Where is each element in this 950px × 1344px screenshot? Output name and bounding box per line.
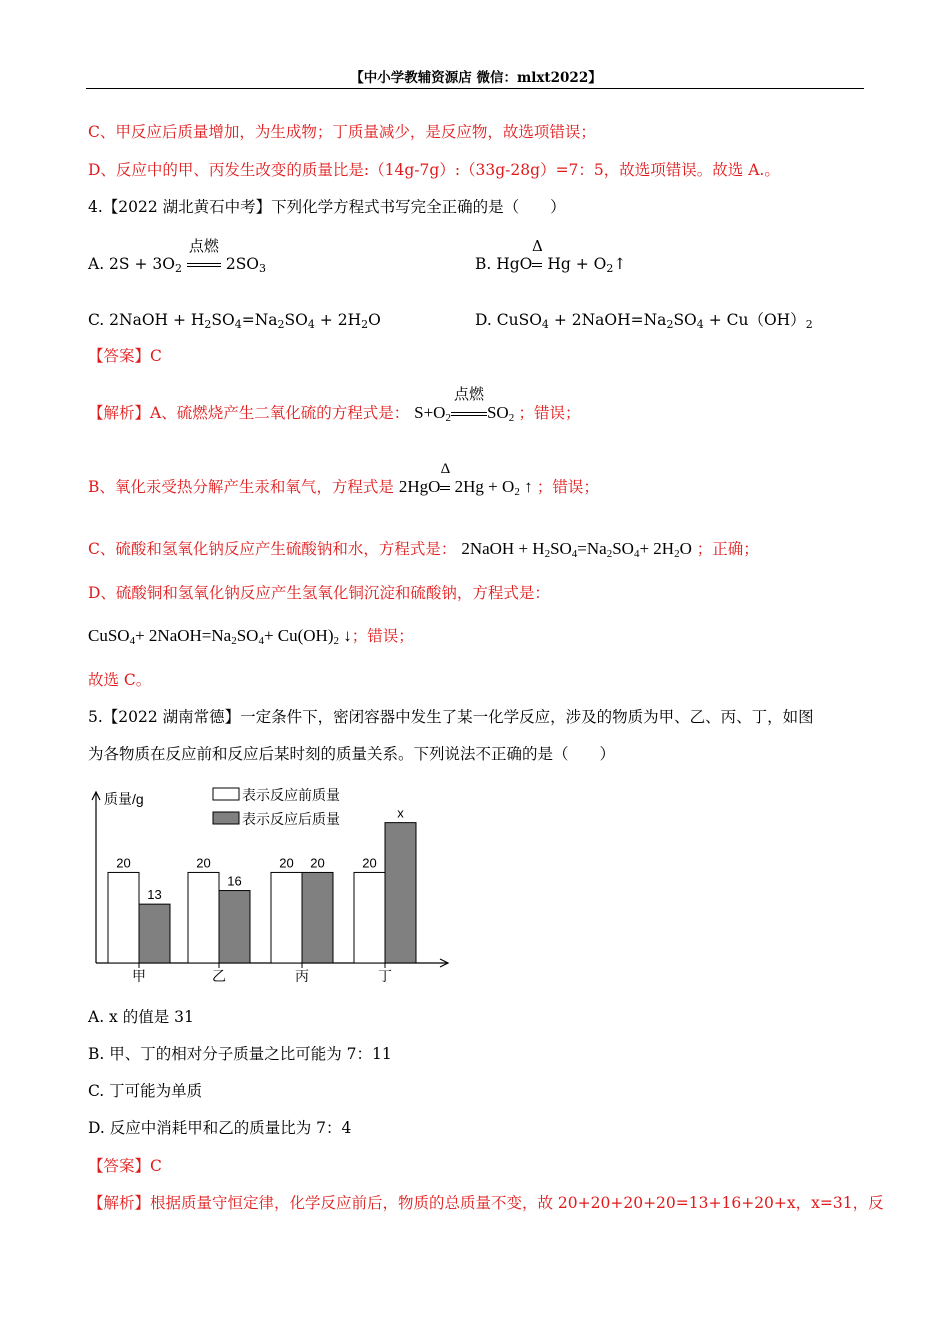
option-5d: D. 反应中消耗甲和乙的质量比为 7：4 xyxy=(88,1119,352,1137)
bar-value-label: 20 xyxy=(362,855,377,871)
explanation-d-eq: CuSO$_4$+ $2NaOH=Na_2SO_4+ Cu(OH)_2$ ↓；错误； xyxy=(88,626,414,647)
option-b: B. HgO Δ $Hg + O_2↑$ xyxy=(475,237,627,275)
bar-value-label: x xyxy=(397,805,404,821)
bar-value-label: 20 xyxy=(196,855,211,871)
mass-bar-chart xyxy=(88,782,458,992)
x-tick-label: 乙 xyxy=(212,968,226,984)
bar xyxy=(108,872,139,963)
condition-heat: Δ xyxy=(531,237,543,255)
option-5a: A. x 的值是 31 xyxy=(88,1008,194,1026)
bar-value-label: 13 xyxy=(147,887,162,903)
bar-value-label: 16 xyxy=(227,873,242,889)
answer-5: 【答案】C xyxy=(88,1157,162,1175)
bar xyxy=(385,823,416,963)
bar xyxy=(302,872,333,963)
legend-swatch xyxy=(213,812,239,824)
explanation-end: 故选 C。 xyxy=(88,671,152,689)
bar-value-label: 20 xyxy=(279,855,294,871)
bar-value-label: 20 xyxy=(116,855,131,871)
x-tick-label: 丁 xyxy=(378,968,392,984)
text-line: D、反应中的甲、丙发生改变的质量比是:（14g-7g）:（33g-28g）=7：5，故选项错误。故选 A.。 xyxy=(88,161,780,179)
question-5-cont: 为各物质在反应前和反应后某时刻的质量关系。下列说法不正确的是（ ） xyxy=(88,745,616,763)
header-divider xyxy=(86,88,864,89)
explanation-a: 【解析】A、硫燃烧产生二氧化硫的方程式是： $S+O_2$ 点燃 $SO_2$ ；错误； xyxy=(88,387,581,424)
question-4: 4.【2022 湖北黄石中考】下列化学方程式书写完全正确的是（ ） xyxy=(88,198,566,216)
explanation-d: D、硫酸铜和氢氧化钠反应产生氢氧化铜沉淀和硫酸钠，方程式是： xyxy=(88,584,550,602)
bar xyxy=(139,904,170,963)
option-c: C. 2NaOH + $H_2SO_4=Na_2SO_4 + 2H_2O$ xyxy=(88,311,381,331)
bar xyxy=(188,872,219,963)
condition-ignite: 点燃 xyxy=(188,237,219,255)
bar xyxy=(354,872,385,963)
page-header: 【中小学教辅资源店 微信：mlxt2022】 xyxy=(350,70,602,86)
option-5c: C. 丁可能为单质 xyxy=(88,1082,203,1100)
explanation-b: B、氧化汞受热分解产生汞和氧气，方程式是 2HgO Δ $2Hg + O_2$ ↑ ；错误； xyxy=(88,461,599,498)
bar-value-label: 20 xyxy=(310,855,325,871)
explanation-c: C、硫酸和氢氧化钠反应产生硫酸钠和水，方程式是： 2NaOH + $H_2SO_4=Na_2SO_4+ 2H_2O$ ；正确； xyxy=(88,539,759,560)
option-5b: B. 甲、丁的相对分子质量之比可能为 7：11 xyxy=(88,1045,392,1063)
bar xyxy=(219,891,250,963)
option-a: A. $2S + 3O_2$ 点燃 $2SO_3$ xyxy=(88,237,267,275)
x-tick-label: 甲 xyxy=(132,968,146,984)
legend-label: 表示反应前质量 xyxy=(242,787,340,803)
x-tick-label: 丙 xyxy=(295,968,309,984)
answer-4: 【答案】C xyxy=(88,347,162,365)
option-d: D. CuSO$_4$ + $2NaOH=Na_2SO_4 + Cu(OH)_2$ xyxy=(475,311,813,331)
y-axis-label: 质量/g xyxy=(104,791,144,807)
text-line: C、甲反应后质量增加，为生成物；丁质量减少，是反应物，故选项错误； xyxy=(88,123,596,141)
legend-label: 表示反应后质量 xyxy=(242,811,340,827)
explanation-5: 【解析】根据质量守恒定律，化学反应前后，物质的总质量不变，故 20+20+20+20=13+16+20+x，x=31，反 xyxy=(88,1194,884,1212)
legend-swatch xyxy=(213,788,239,800)
bar xyxy=(271,872,302,963)
question-5: 5.【2022 湖南常德】一定条件下，密闭容器中发生了某一化学反应，涉及的物质为甲、乙、丙、丁，如图 xyxy=(88,708,814,726)
